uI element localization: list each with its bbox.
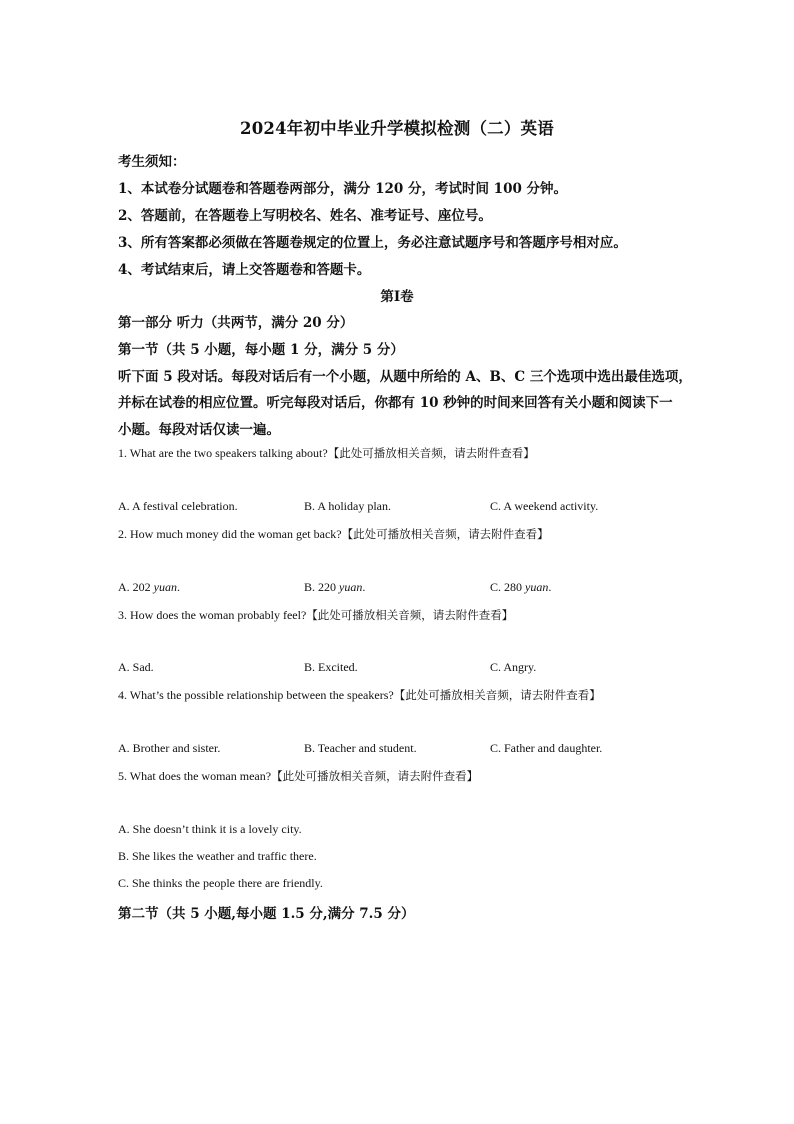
option-c: C. Angry. <box>490 660 537 674</box>
option-b: B. Teacher and student. <box>304 741 417 755</box>
audio-note[interactable]: 【此处可播放相关音频，请去附件查看】 <box>271 769 479 783</box>
option-a: A. She doesn’t think it is a lovely city. <box>118 822 302 836</box>
option-b: B. Excited. <box>304 660 358 674</box>
option-a: A. 202 yuan. <box>118 580 180 594</box>
question-text: 4. What’s the possible relationship between the speakers? <box>118 688 394 702</box>
audio-note[interactable]: 【此处可播放相关音频，请去附件查看】 <box>393 688 601 702</box>
option-a: A. Sad. <box>118 660 154 674</box>
question-1 <box>118 445 535 461</box>
page-title: 2024年初中毕业升学模拟检测（二）英语 <box>240 119 554 138</box>
instructions-line-2: 并标在试卷的相应位置。听完每段对话后，你都有 10 秒钟的时间来回答有关小题和阅读下一 <box>118 395 673 411</box>
section1-heading: 第一节（共 5 小题，每小题 1 分，满分 5 分） <box>118 342 404 358</box>
question-3 <box>118 607 513 623</box>
question-4 <box>118 687 601 703</box>
question-5 <box>118 768 478 784</box>
option-c: C. 280 yuan. <box>490 580 552 594</box>
option-b: B. A holiday plan. <box>304 499 391 513</box>
instructions-line-1: 听下面 5 段对话。每段对话后有一个小题，从题中所给的 A、B、C 三个选项中选出最佳选项， <box>118 369 692 385</box>
option-a: A. A festival celebration. <box>118 499 238 513</box>
notice-item-3: 3、所有答案都必须做在答题卷规定的位置上，务必注意试题序号和答题序号相对应。 <box>118 235 627 251</box>
question-2 <box>118 526 549 542</box>
option-b: B. She likes the weather and traffic there. <box>118 849 317 863</box>
question-text: 1. What are the two speakers talking about? <box>118 446 328 460</box>
notice-item-2: 2、答题前，在答题卷上写明校名、姓名、准考证号、座位号。 <box>118 208 492 224</box>
question-text: 3. How does the woman probably feel? <box>118 608 307 622</box>
part1-heading: 第一部分 听力（共两节，满分 20 分） <box>118 315 354 331</box>
option-b: B. 220 yuan. <box>304 580 366 594</box>
option-c: C. Father and daughter. <box>490 741 603 755</box>
notice-item-4: 4、考试结束后，请上交答题卷和答题卡。 <box>118 262 371 278</box>
instructions-line-3: 小题。每段对话仅读一遍。 <box>118 422 280 438</box>
section2-heading: 第二节（共 5 小题,每小题 1.5 分,满分 7.5 分） <box>118 906 415 922</box>
option-a: A. Brother and sister. <box>118 741 221 755</box>
audio-note[interactable]: 【此处可播放相关音频，请去附件查看】 <box>327 446 535 460</box>
option-c: C. A weekend activity. <box>490 499 599 513</box>
notice-item-1: 1、本试卷分试题卷和答题卷两部分，满分 120 分，考试时间 100 分钟。 <box>118 181 568 197</box>
question-text: 2. How much money did the woman get back? <box>118 527 342 541</box>
notice-heading: 考生须知： <box>118 154 186 170</box>
audio-note[interactable]: 【此处可播放相关音频，请去附件查看】 <box>341 527 549 541</box>
audio-note[interactable]: 【此处可播放相关音频，请去附件查看】 <box>306 608 514 622</box>
question-text: 5. What does the woman mean? <box>118 769 272 783</box>
option-c: C. She thinks the people there are friendly. <box>118 876 323 890</box>
volume-label: 第Ⅰ卷 <box>380 289 414 305</box>
